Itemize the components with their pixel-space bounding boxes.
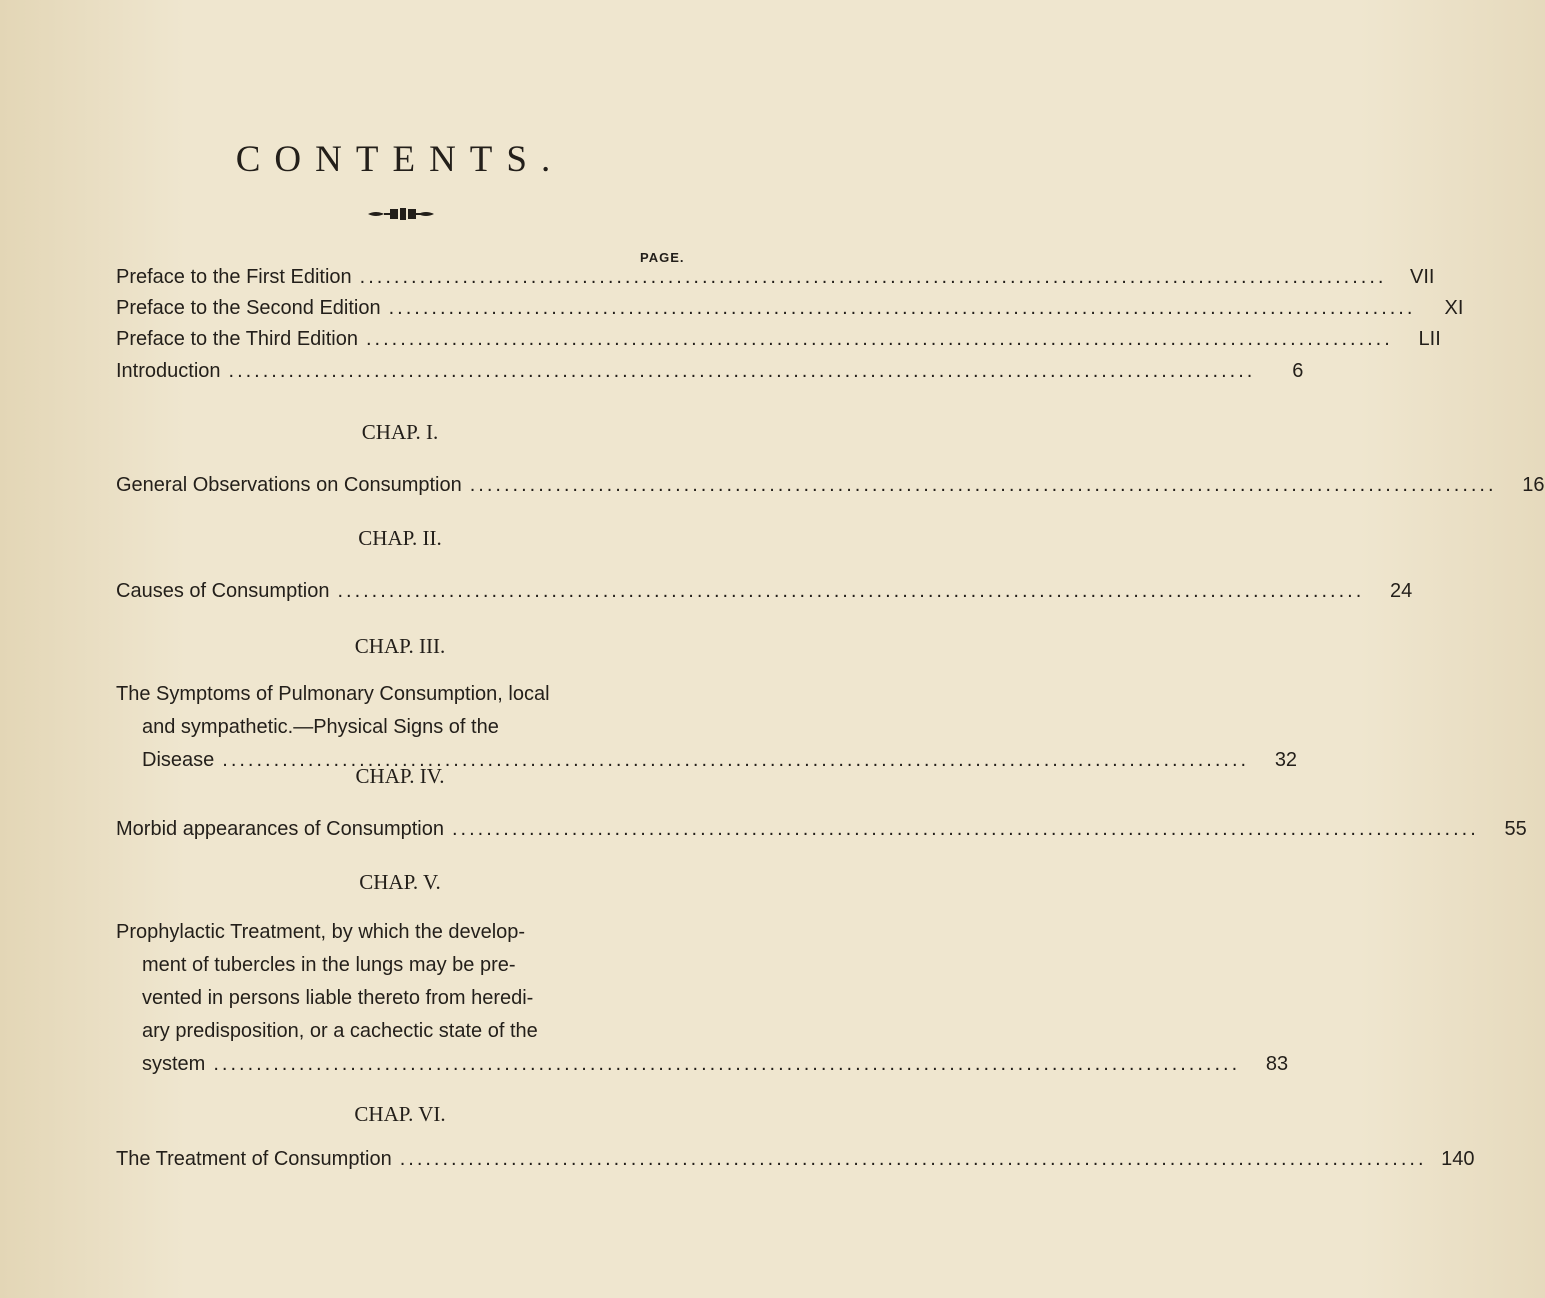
toc-entry-line: The Symptoms of Pulmonary Consumption, local [116,683,550,705]
dot-leader: ........................................................................................................................ [469,474,1497,496]
dot-leader: ........................................................................................................................ [222,749,1250,771]
chapter-heading: CHAP. VI. [354,1102,446,1126]
toc-entry [116,580,1413,610]
toc-entry [116,1148,1475,1178]
toc-entry [116,360,1304,390]
chapter-heading: CHAP. I. [361,420,439,444]
toc-entry-page: XI [1444,297,1464,319]
toc-entry-page: 24 [1390,580,1413,602]
page-column-header: PAGE. [640,250,685,265]
dot-leader: ........................................................................................................................ [366,328,1393,350]
toc-entry-page: 140 [1441,1148,1475,1170]
dot-leader: ........................................................................................................................ [213,1053,1241,1075]
toc-entry-page: VII [1410,266,1435,288]
toc-entry-label: Introduction [116,360,221,382]
dot-leader: ........................................................................................................................ [388,297,1416,319]
dot-leader: ........................................................................................................................ [359,266,1387,288]
toc-entry-page: 6 [1292,360,1304,382]
toc-entry-label: The Treatment of Consumption [116,1148,392,1170]
dot-leader: ........................................................................................................................ [451,818,1479,840]
dot-leader: ........................................................................................................................ [399,1148,1427,1170]
toc-entry-label: Preface to the First Edition [116,266,352,288]
toc-entry [116,266,1435,296]
toc-entry-label: General Observations on Consumption [116,474,462,496]
chapter-heading: CHAP. III. [354,634,446,658]
toc-entry-line: vented in persons liable thereto from heredi- [142,987,534,1009]
toc-entry-page: LII [1418,328,1441,350]
dot-leader: ........................................................................................................................ [228,360,1256,382]
toc-entry [116,328,1441,358]
toc-entry [116,297,1464,327]
toc-entry [116,474,1545,504]
toc-entry-line: ment of tubercles in the lungs may be pre- [142,954,516,976]
toc-entry-multiline [116,678,1298,777]
toc-entry-page: 32 [1274,749,1298,771]
chapter-heading: CHAP. II. [358,526,442,550]
decorative-divider-icon [366,206,436,222]
toc-entry-label: Preface to the Second Edition [116,297,381,319]
toc-entry-multiline [116,916,1289,1081]
toc-entry-line: and sympathetic.—Physical Signs of the [142,716,499,738]
toc-entry-line: ary predisposition, or a cachectic state of the [142,1020,538,1042]
toc-entry [116,818,1527,848]
chapter-heading: CHAP. IV. [355,764,445,788]
toc-entry-line: system [142,1053,206,1075]
toc-entry-label: Morbid appearances of Consumption [116,818,444,840]
toc-entry-line: Disease [142,749,215,771]
chapter-heading: CHAP. V. [359,870,441,894]
toc-entry-label: Preface to the Third Edition [116,328,358,350]
toc-entry-label: Causes of Consumption [116,580,330,602]
toc-entry-page: 16 [1522,474,1545,496]
page-title: CONTENTS. [235,139,565,180]
toc-entry-line: Prophylactic Treatment, by which the develop- [116,921,526,943]
dot-leader: ........................................................................................................................ [337,580,1365,602]
toc-entry-page: 83 [1265,1053,1289,1075]
toc-entry-page: 55 [1504,818,1527,840]
